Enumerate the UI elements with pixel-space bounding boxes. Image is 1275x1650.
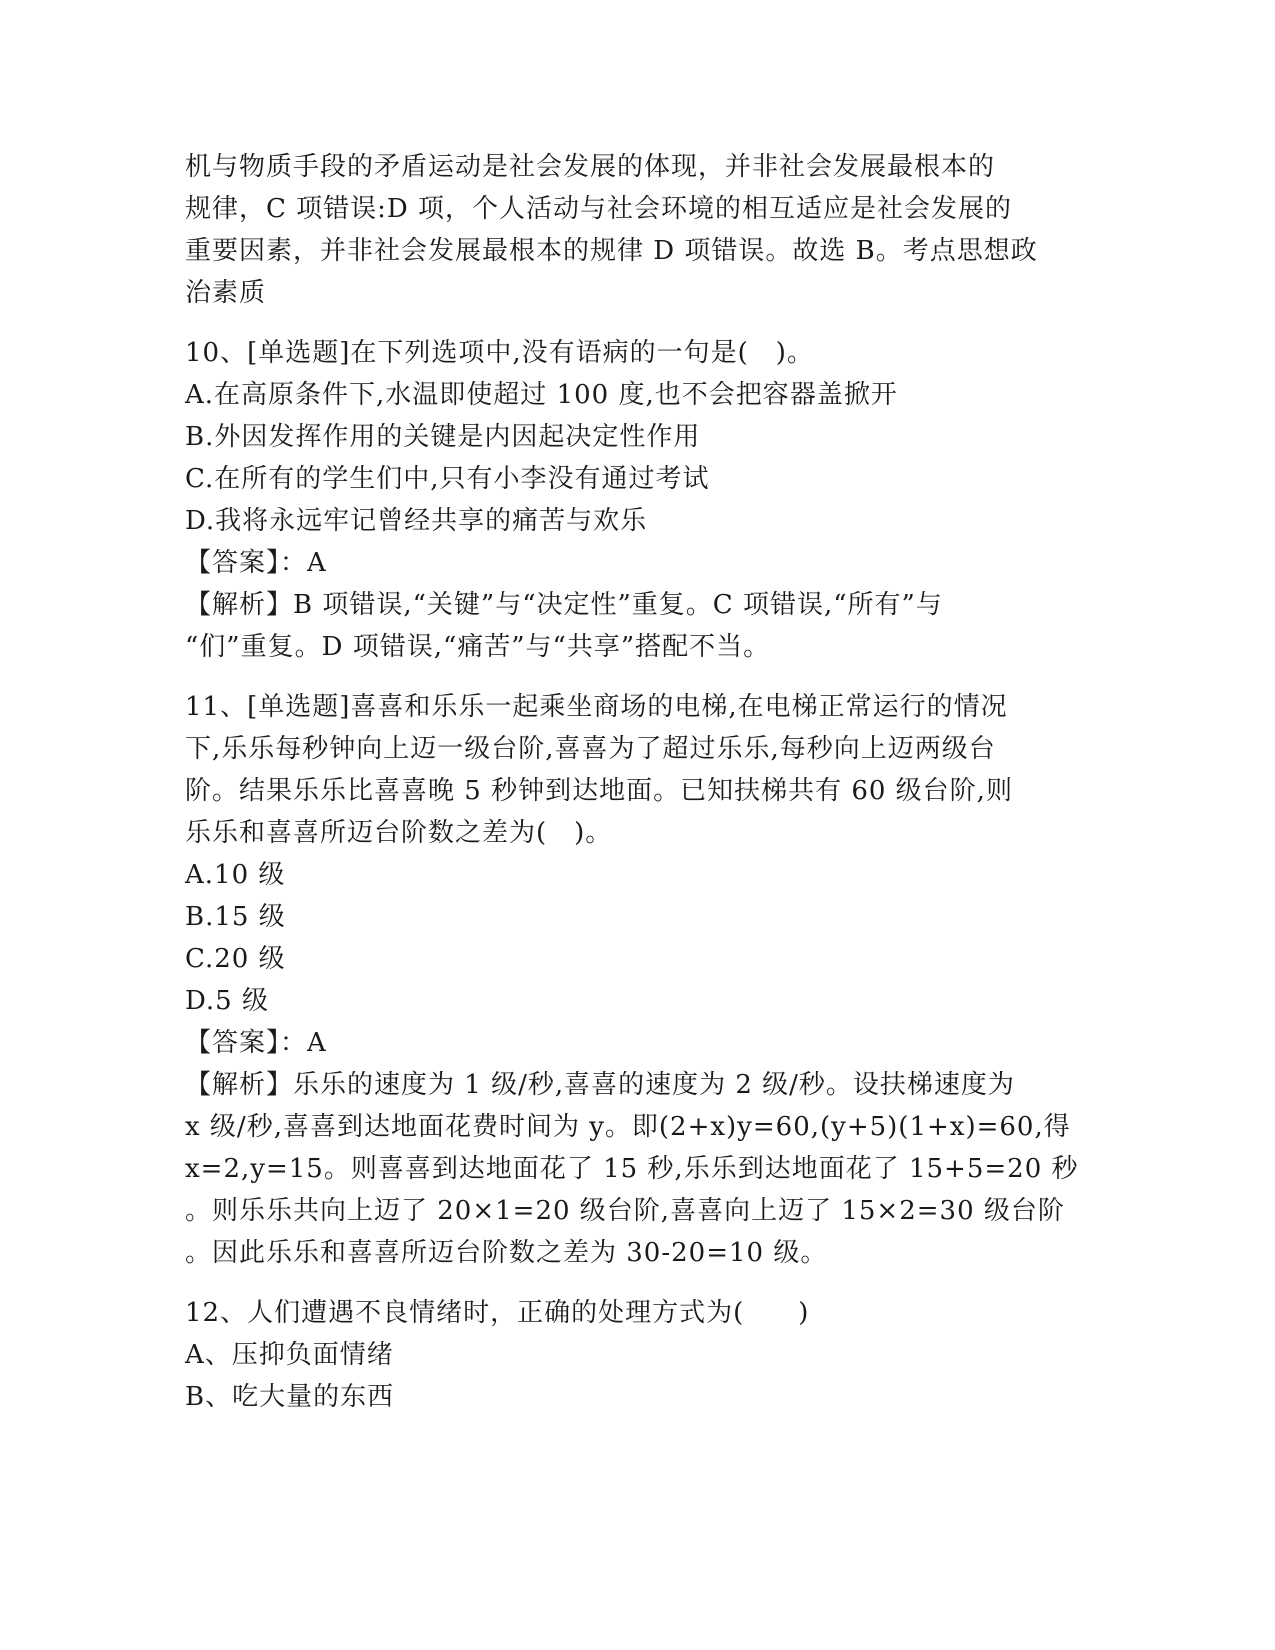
- analysis-line: 。因此乐乐和喜喜所迈台阶数之差为 30-20=10 级。: [185, 1238, 828, 1268]
- text-line: 治素质: [185, 278, 267, 308]
- question-10: [185, 332, 1085, 668]
- question-12: [185, 1292, 1085, 1418]
- option-a: A、压抑负面情绪: [185, 1340, 394, 1370]
- text-line: 机与物质手段的矛盾运动是社会发展的体现，并非社会发展最根本的: [185, 152, 996, 182]
- analysis-line: 【解析】B 项错误,“关键”与“决定性”重复。C 项错误,“所有”与: [185, 590, 943, 620]
- text-line: 规律，C 项错误:D 项，个人活动与社会环境的相互适应是社会发展的: [185, 194, 1013, 224]
- question-text: 阶。结果乐乐比喜喜晚 5 秒钟到达地面。已知扶梯共有 60 级台阶,则: [185, 776, 1013, 806]
- option-b: B.15 级: [185, 902, 286, 932]
- analysis-line: “们”重复。D 项错误,“痛苦”与“共享”搭配不当。: [185, 632, 771, 662]
- previous-explanation: [185, 146, 1085, 314]
- option-a: A.10 级: [185, 860, 286, 890]
- spacer: [185, 668, 1085, 686]
- spacer: [185, 1274, 1085, 1292]
- option-d: D.5 级: [185, 986, 269, 1016]
- question-text: 11、[单选题]喜喜和乐乐一起乘坐商场的电梯,在电梯正常运行的情况: [185, 692, 1008, 722]
- question-text: 乐乐和喜喜所迈台阶数之差为( )。: [185, 818, 613, 848]
- option-b: B.外因发挥作用的关键是内因起决定性作用: [185, 422, 701, 452]
- analysis-line: 。则乐乐共向上迈了 20×1=20 级台阶,喜喜向上迈了 15×2=30 级台阶: [185, 1196, 1065, 1226]
- text-line: 重要因素，并非社会发展最根本的规律 D 项错误。故选 B。考点思想政: [185, 236, 1038, 266]
- question-text: 10、[单选题]在下列选项中,没有语病的一句是( )。: [185, 338, 814, 368]
- question-text: 12、人们遭遇不良情绪时，正确的处理方式为( ): [185, 1298, 810, 1328]
- spacer: [185, 314, 1085, 332]
- analysis-line: 【解析】乐乐的速度为 1 级/秒,喜喜的速度为 2 级/秒。设扶梯速度为: [185, 1070, 1015, 1100]
- option-c: C.在所有的学生们中,只有小李没有通过考试: [185, 464, 710, 494]
- answer: 【答案】：A: [185, 548, 327, 578]
- option-b: B、吃大量的东西: [185, 1382, 395, 1412]
- option-a: A.在高原条件下,水温即使超过 100 度,也不会把容器盖掀开: [185, 380, 898, 410]
- question-11: [185, 686, 1085, 1274]
- question-text: 下,乐乐每秒钟向上迈一级台阶,喜喜为了超过乐乐,每秒向上迈两级台: [185, 734, 996, 764]
- option-d: D.我将永远牢记曾经共享的痛苦与欢乐: [185, 506, 648, 536]
- analysis-line: x=2,y=15。则喜喜到达地面花了 15 秒,乐乐到达地面花了 15+5=20 秒: [185, 1154, 1079, 1184]
- analysis-line: x 级/秒,喜喜到达地面花费时间为 y。即(2+x)y=60,(y+5)(1+x)=60,得: [185, 1112, 1071, 1142]
- answer: 【答案】：A: [185, 1028, 327, 1058]
- page-content: [185, 146, 1085, 1418]
- option-c: C.20 级: [185, 944, 286, 974]
